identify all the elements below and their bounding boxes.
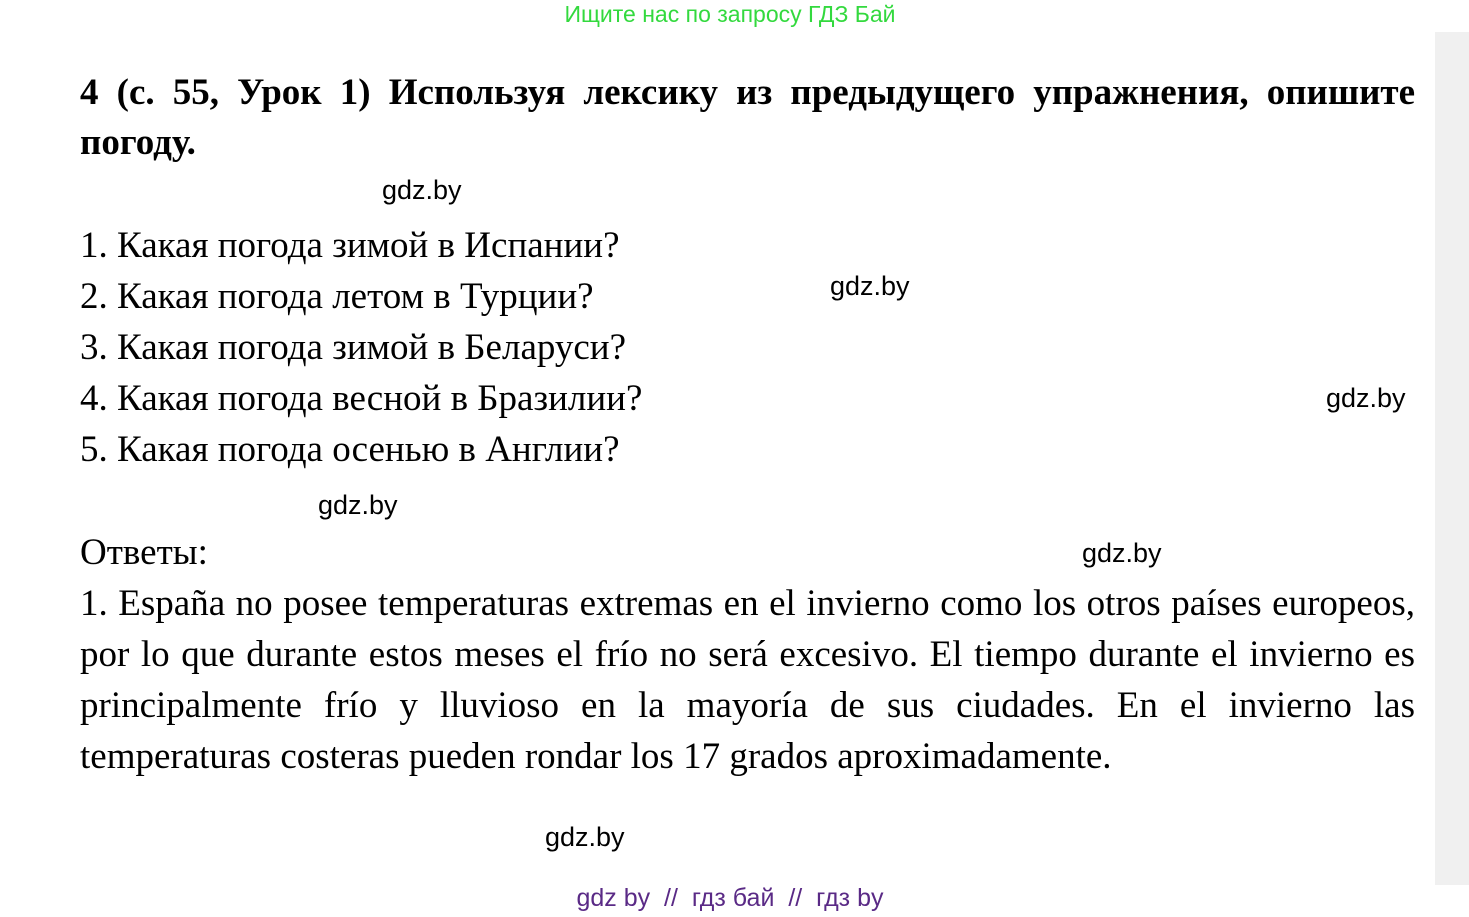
exercise-heading: 4 (с. 55, Урок 1) Используя лексику из предыдущего упражнения, опишите погоду. (80, 72, 1415, 163)
question-item: 1. Какая погода зимой в Испании? (80, 225, 620, 266)
question-list (80, 220, 642, 475)
answer-paragraph: 1. España no posee temperaturas extremas en el invierno como los otros países europeos, por lo que durante estos meses el frío no será excesivo. El tiempo durante el invierno es principalmente frío y lluvioso en la mayoría de sus ciudades. En el invierno las temperaturas costeras pueden rondar los 17 grados aproximadamente. (80, 583, 1415, 777)
answers-label: Ответы: (80, 532, 208, 573)
watermark: gdz.by (545, 822, 625, 852)
watermark: gdz.by (1326, 383, 1406, 413)
watermark: gdz.by (318, 490, 398, 520)
question-item: 3. Какая погода зимой в Беларуси? (80, 327, 627, 368)
search-banner: Ищите нас по запросу ГДЗ Бай (564, 1, 896, 27)
scrollbar[interactable] (1435, 32, 1469, 885)
watermark: gdz.by (1082, 538, 1162, 568)
question-item: 2. Какая погода летом в Турции? (80, 276, 594, 317)
watermark: gdz.by (830, 271, 910, 301)
question-item: 4. Какая погода весной в Бразилии? (80, 378, 643, 419)
watermark: gdz.by (382, 175, 462, 205)
question-item: 5. Какая погода осенью в Англии? (80, 429, 620, 470)
footer-watermark: gdz by // гдз бай // гдз by (576, 884, 884, 912)
